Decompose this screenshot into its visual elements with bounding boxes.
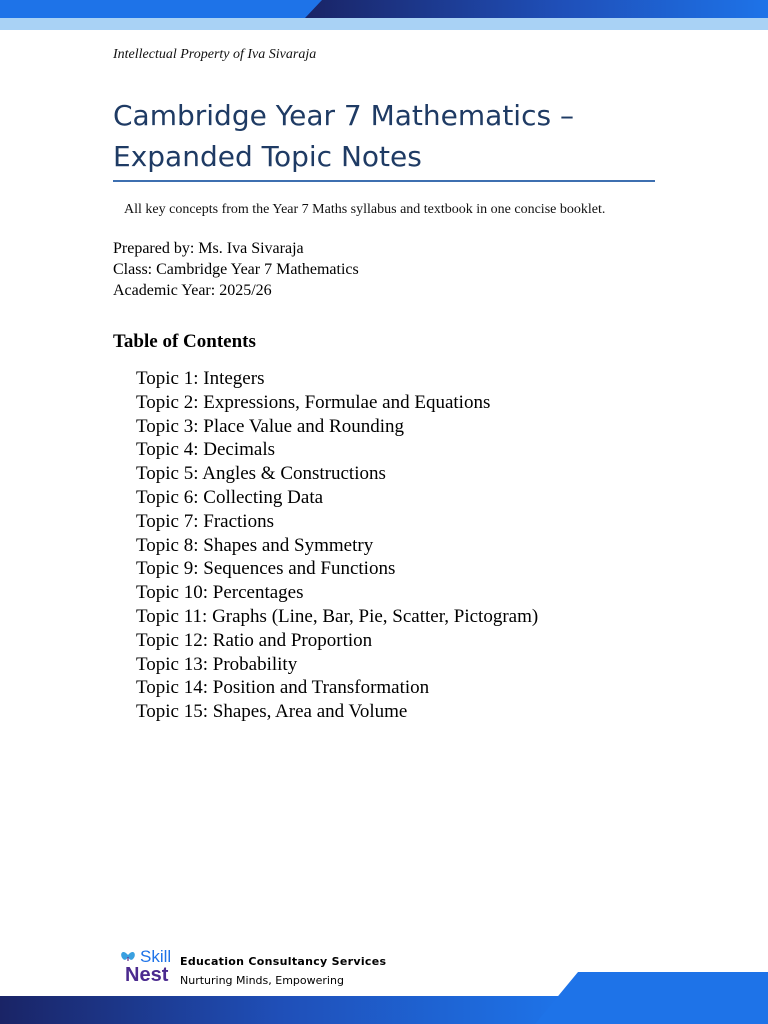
document-title: Cambridge Year 7 Mathematics – Expanded Topic Notes [113,99,574,173]
academic-year: Academic Year: 2025/26 [113,282,272,299]
toc-item: Topic 1: Integers [136,368,265,389]
toc-item: Topic 5: Angles & Constructions [136,463,386,485]
title-underline-divider [113,180,655,182]
toc-item: Topic 7: Fractions [136,510,274,532]
toc-item: Topic 11: Graphs (Line, Bar, Pie, Scatter, Pictogram) [136,605,539,627]
toc-item: Topic 2: Expressions, Formulae and Equations [136,391,491,413]
top-decorative-band [0,0,768,30]
footer-tagline: Nurturing Minds, Empowering [180,974,344,987]
toc-item: Topic 14: Position and Transformation [136,677,430,699]
toc-item: Topic 10: Percentages [136,582,304,604]
table-of-contents [136,367,538,724]
class-info: Class: Cambridge Year 7 Mathematics [113,261,359,278]
document-subtitle: All key concepts from the Year 7 Maths syllabus and textbook in one concise booklet. [124,202,606,217]
prepared-by: Prepared by: Ms. Iva Sivaraja [113,240,304,257]
toc-item: Topic 12: Ratio and Proportion [136,629,373,651]
footer-company-name: Education Consultancy Services [180,955,387,968]
toc-heading: Table of Contents [113,331,256,352]
toc-item: Topic 13: Probability [136,653,298,675]
bottom-decorative-band [0,972,768,1024]
toc-item: Topic 4: Decimals [136,439,276,461]
logo-word-nest: Nest [125,964,169,986]
toc-item: Topic 8: Shapes and Symmetry [136,534,374,556]
logo-word-skill: Skill [140,947,172,966]
intellectual-property-note: Intellectual Property of Iva Sivaraja [113,47,317,62]
butterfly-icon [121,952,135,961]
toc-item: Topic 9: Sequences and Functions [136,558,396,580]
toc-item: Topic 15: Shapes, Area and Volume [136,701,408,723]
toc-item: Topic 3: Place Value and Rounding [136,415,404,437]
document-meta [113,238,359,301]
toc-item: Topic 6: Collecting Data [136,486,324,508]
